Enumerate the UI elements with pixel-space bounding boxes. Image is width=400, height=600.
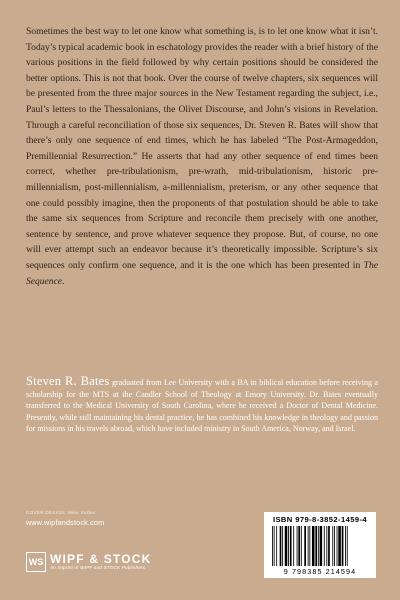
- isbn-label: ISBN 979-8-3852-1459-4: [272, 515, 368, 524]
- barcode-bar: [282, 526, 283, 566]
- barcode-bar: [324, 526, 325, 566]
- barcode-bar: [315, 526, 317, 566]
- barcode-bar: [272, 526, 273, 566]
- barcode-bar: [318, 526, 319, 566]
- barcode-bar: [309, 526, 310, 566]
- barcode-bar: [328, 526, 330, 566]
- cover-design-credit: COVER DESIGN: Mike Surber: [26, 510, 97, 515]
- barcode-bar: [320, 526, 323, 566]
- barcode-bar: [308, 526, 309, 566]
- barcode-bar: [290, 526, 292, 566]
- barcode-bar: [342, 526, 344, 566]
- barcode-bar: [347, 526, 348, 566]
- barcode-bar: [334, 526, 335, 566]
- barcode-bar: [337, 526, 338, 566]
- author-bio-text: graduated from Lee University with a BA in biblical education before receiving a scholarship for the MTS at the Candler School of Theology at Emory University. Dr. Bates eventually transferred to the Medical University of South Carolina, where he received a Doctor of Dental Medicine. Presently, while still maintaining his dental practice, he has combined his knowledge in theology and passion for missions in his travels abroad, which have included ministry in South America, Norway, and Israel.: [26, 378, 378, 434]
- book-description: [26, 24, 378, 289]
- publisher-mark-icon: WS: [26, 552, 46, 572]
- barcode-bar: [298, 526, 300, 566]
- barcode-bar: [301, 526, 302, 566]
- author-bio: [26, 376, 378, 435]
- description-text: Sometimes the best way to let one know what something is, is to let one know what it isn’t. Today’s typical academic book in eschatology provides the reader with a brief history of the various positions in the field followed by why certain positions should be considered the better options. This is not that book. Over the course of twelve chapters, six sequences will be presented from the three major sources in the New Testament regarding the subject, i.e., Paul’s letters to the Thessalonians, the Olivet Discourse, and John’s visions in Revelation. Through a careful reconciliation of those six sequences, Dr. Steven R. Bates will show that there’s only one sequence of end times, which he has labeled “The Post-Armageddon, Premillennial Resurrection.” He asserts that had any other sequence of end times been correct, whether pre-tribulationism, pre-wrath, mid-tribulationism, historic pre-millennialism, post-millennialism, a-millennialism, preterism, or any other sequence that one could possibly imagine, then the proponents of that postulation should be able to take the same six sequences from Scripture and reconcile them precisely with one another, sentence by sentence, and prove whatever sequence they propose. But, of course, no one will ever attempt such an endeavor because it’s theoretically impossible. Scripture’s six sequences only confirm one sequence, and it is the one which has been presented in: [26, 26, 378, 271]
- barcode-bar: [293, 526, 294, 566]
- barcode-bar: [297, 526, 298, 566]
- barcode-bar: [345, 526, 346, 566]
- barcode-panel: [264, 512, 376, 578]
- barcode-bar: [312, 526, 315, 566]
- barcode-icon: [272, 526, 368, 566]
- barcode-bar: [280, 526, 282, 566]
- barcode-digits: 9 798385 214594: [283, 567, 357, 576]
- publisher-logo-text: [50, 553, 152, 571]
- publisher-website: www.wipfandstock.com: [26, 518, 105, 527]
- publisher-tagline: An Imprint of WIPF and STOCK Publishers: [50, 565, 146, 570]
- barcode-bar: [304, 526, 306, 566]
- barcode-bar: [338, 526, 341, 566]
- barcode-bar: [288, 526, 289, 566]
- barcode-bar: [276, 526, 277, 566]
- book-title-italic: The Sequence: [26, 259, 378, 287]
- barcode-bar: [285, 526, 288, 566]
- publisher-logo: [26, 551, 152, 573]
- description-end: .: [62, 275, 65, 287]
- barcode-bar: [326, 526, 327, 566]
- author-name: Steven R. Bates: [26, 374, 110, 388]
- barcode-bar: [274, 526, 275, 566]
- publisher-name: WIPF & STOCK: [50, 552, 152, 566]
- barcode-bar: [332, 526, 333, 566]
